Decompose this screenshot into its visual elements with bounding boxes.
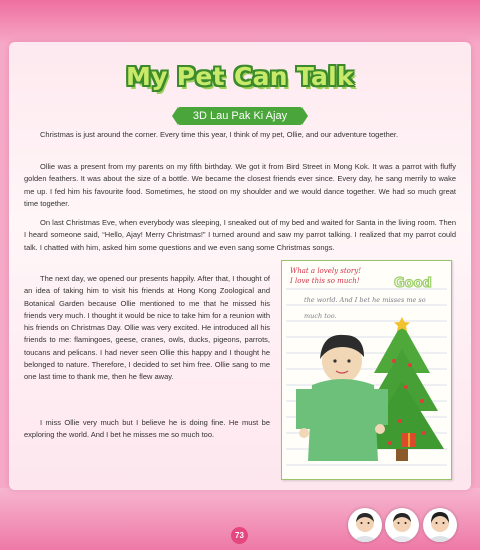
student-photo-3 (423, 508, 457, 542)
paragraph-3: On last Christmas Eve, when everybody was sleeping, I sneaked out of my bed and waited for Santa in the living room. Then I heard someone said, “Hello, Ajay! Merry Christmas!” I turned around and saw my parrot talking. I realized that my parrot could talk. I chatted with him, asked him some questions and we even sang some Christmas songs. (24, 218, 456, 252)
paragraph-1: Christmas is just around the corner. Every time this year, I think of my pet, Ollie, and our adventure together. (40, 130, 399, 139)
svg-text:Good: Good (394, 276, 432, 291)
boy-figure (296, 335, 388, 461)
teacher-comment-1: What a lovely story! (290, 267, 362, 275)
child-writing-line-2: much too. (304, 312, 337, 320)
paragraph-5: I miss Ollie very much but I believe he is doing fine. He must be exploring the world. And I bet he misses me so much too. (24, 418, 270, 440)
child-writing-line-1: the world. And I bet he misses me so (304, 296, 426, 304)
paragraph-2: Ollie was a present from my parents on my fifth birthday. We got it from Bird Street in Mong Kok. It was a parrot with fluffy golden feathers. It was about the size of a bottle. We became the closest friends ever since. Every day, he sang merrily to wake me up. I fed him his favourite food. Sometimes, he stood on my shoulder and we would dance together. We had so much great time together. (24, 162, 456, 208)
paragraph-4: The next day, we opened our presents happily. After that, I thought of an idea of taking him to visit his friends at Hong Kong Zoological and Botanical Garden because Ollie mentioned to me that he missed his friends very much. I thought it would be nice to take him for a reunion with his friends on Christmas Day. Ollie was very excited. He introduced all his friends to me: flamingoes, geese, cranes, owls, ducks, pigeons, parrots, toucans and pelicans. I had never seen Ollie this happy and I thought he belonged to nature. Therefore, I decided to set him free. Ollie sang to me one last time to thank me, then he flew away. (24, 274, 270, 382)
teacher-comment-2: I love this so much! (290, 277, 360, 285)
good-stamp (394, 276, 432, 291)
article-title: My Pet Can Talk (126, 62, 354, 91)
student-photo-2 (385, 508, 419, 542)
top-band (0, 0, 480, 44)
student-photo-1 (348, 508, 382, 542)
author-byline: 3D Lau Pak Ki Ajay (178, 107, 302, 125)
drawing-illustration (282, 261, 451, 479)
page-number: 73 (231, 527, 248, 544)
child-drawing (281, 260, 452, 480)
